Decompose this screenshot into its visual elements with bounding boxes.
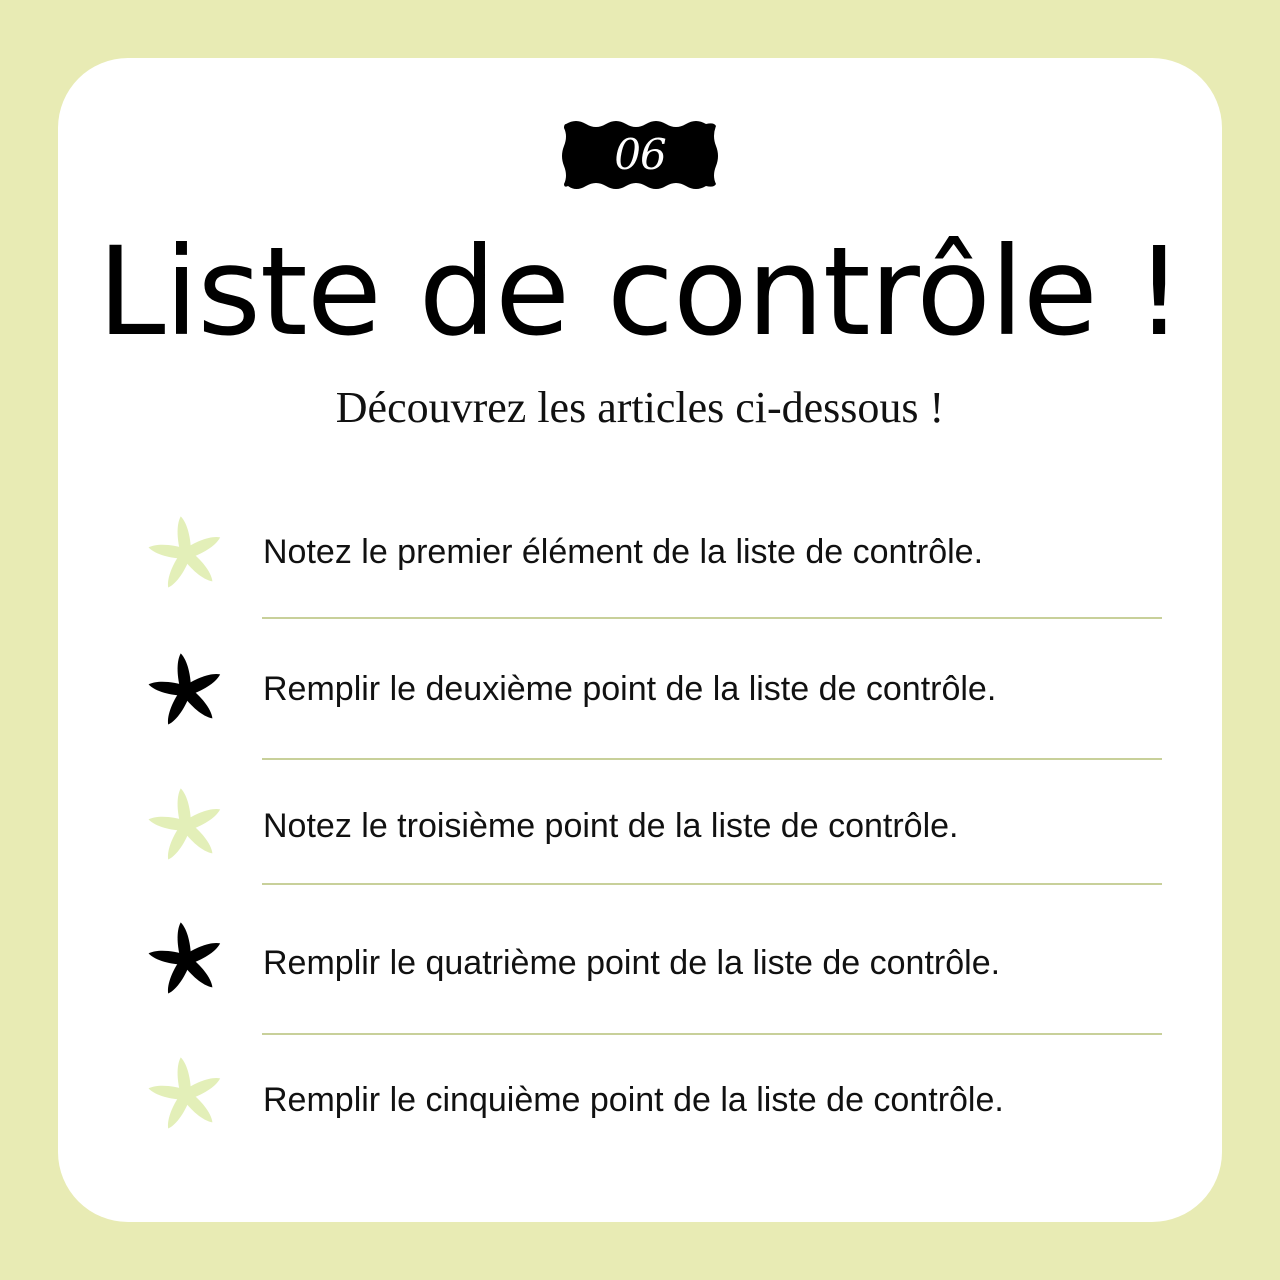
number-badge [560, 118, 720, 192]
checklist-item-3: Notez le troisième point de la liste de contrôle. [263, 807, 959, 845]
divider [262, 883, 1162, 885]
checklist-item-4: Remplir le quatrième point de la liste de contrôle. [263, 944, 1001, 982]
asterisk-flower-icon [142, 786, 230, 866]
asterisk-flower-icon [142, 920, 230, 1000]
divider [262, 758, 1162, 760]
page-title: Liste de contrôle ! [97, 221, 1183, 363]
checklist-item-5: Remplir le cinquième point de la liste de contrôle. [263, 1081, 1004, 1119]
badge-number: 06 [614, 130, 666, 179]
checklist-item-2: Remplir le deuxième point de la liste de contrôle. [263, 670, 997, 708]
asterisk-flower-icon [142, 1055, 230, 1135]
asterisk-flower-icon [142, 514, 230, 594]
asterisk-flower-icon [142, 651, 230, 731]
divider [262, 617, 1162, 619]
checklist-item-1: Notez le premier élément de la liste de contrôle. [263, 533, 984, 571]
divider [262, 1033, 1162, 1035]
page-subtitle: Découvrez les articles ci-dessous ! [335, 383, 945, 432]
